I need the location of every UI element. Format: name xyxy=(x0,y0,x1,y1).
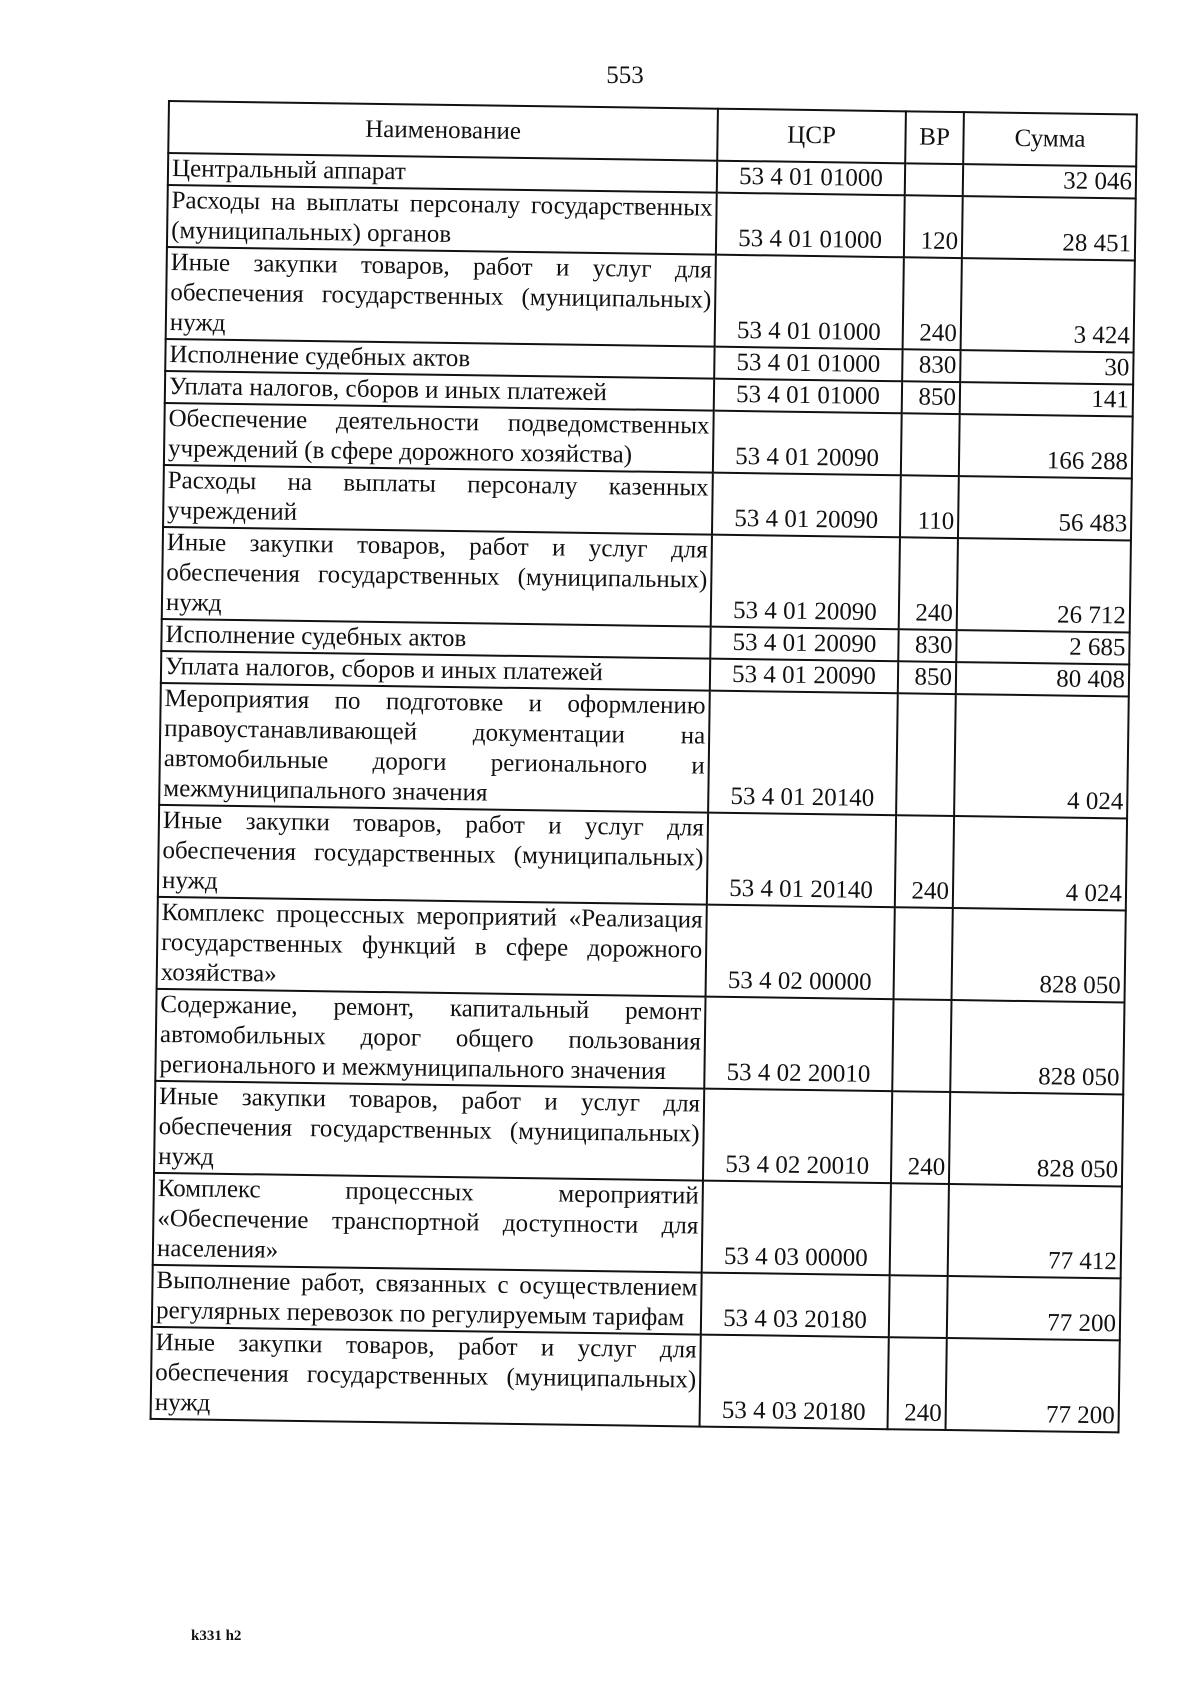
row-csr-cell: 53 4 02 20010 xyxy=(704,997,893,1092)
row-csr-cell: 53 4 03 20180 xyxy=(700,1335,889,1430)
row-sum-cell: 56 483 xyxy=(958,476,1132,540)
row-csr-cell: 53 4 01 01000 xyxy=(717,161,905,196)
row-sum-cell: 4 024 xyxy=(953,816,1127,910)
row-vr-cell xyxy=(905,163,963,196)
row-vr-cell xyxy=(901,413,960,476)
row-sum-cell: 77 200 xyxy=(946,1338,1120,1432)
row-name-cell: Исполнение судебных актов xyxy=(165,339,714,379)
row-csr-cell: 53 4 01 20090 xyxy=(713,411,902,476)
table-row xyxy=(166,247,1135,353)
row-name-cell: Расходы на выплаты персоналу государственных (муниципальных) органов xyxy=(167,185,717,255)
row-csr-cell: 53 4 01 01000 xyxy=(714,347,902,382)
row-sum-cell: 3 424 xyxy=(961,258,1135,352)
row-sum-cell: 828 050 xyxy=(952,908,1126,1002)
row-vr-cell xyxy=(889,1275,948,1338)
row-name-cell: Обеспечение деятельности подведомственных учреждений (в сфере дорожного хозяйства) xyxy=(164,403,714,473)
table-row xyxy=(154,1081,1123,1187)
row-csr-cell: 53 4 01 20140 xyxy=(708,691,898,816)
row-csr-cell: 53 4 01 20090 xyxy=(710,627,898,662)
row-vr-cell: 850 xyxy=(898,661,956,694)
row-sum-cell: 28 451 xyxy=(962,196,1136,260)
row-csr-cell: 53 4 01 20090 xyxy=(711,535,900,630)
row-csr-cell: 53 4 03 20180 xyxy=(701,1273,890,1338)
row-sum-cell: 77 200 xyxy=(947,1276,1121,1340)
row-csr-cell: 53 4 01 20140 xyxy=(707,813,896,908)
header-sum: Сумма xyxy=(963,112,1137,166)
table-row xyxy=(151,1327,1120,1433)
row-vr-cell xyxy=(892,999,951,1092)
row-name-cell: Иные закупки товаров, работ и услуг для обеспечения государственных (муниципальных) нужд xyxy=(162,527,712,627)
row-name-cell: Расходы на выплаты персоналу казенных учреждений xyxy=(163,465,713,535)
row-vr-cell: 240 xyxy=(895,815,954,908)
row-name-cell: Комплекс процессных мероприятий «Обеспечение транспортной доступности для населения» xyxy=(153,1173,703,1273)
row-vr-cell: 830 xyxy=(902,349,960,382)
row-name-cell: Уплата налогов, сборов и иных платежей xyxy=(161,651,710,691)
row-csr-cell: 53 4 02 20010 xyxy=(703,1089,892,1184)
row-sum-cell: 26 712 xyxy=(957,538,1131,632)
table-row xyxy=(159,683,1129,819)
row-vr-cell: 110 xyxy=(900,475,959,538)
row-sum-cell: 77 412 xyxy=(948,1184,1122,1278)
row-name-cell: Иные закупки товаров, работ и услуг для обеспечения государственных (муниципальных) нужд xyxy=(166,247,716,347)
table-row xyxy=(162,527,1131,633)
row-sum-cell: 2 685 xyxy=(956,630,1129,664)
table-row xyxy=(155,989,1124,1095)
budget-table xyxy=(150,100,1138,1433)
header-name: Наименование xyxy=(168,101,718,161)
row-sum-cell: 166 288 xyxy=(959,414,1133,478)
row-csr-cell: 53 4 01 01000 xyxy=(714,379,902,414)
row-name-cell: Комплекс процессных мероприятий «Реализация государственных функций в сфере дорожного хозяйства» xyxy=(157,897,707,997)
row-vr-cell: 240 xyxy=(888,1337,947,1430)
row-sum-cell: 828 050 xyxy=(949,1092,1123,1186)
row-name-cell: Содержание, ремонт, капитальный ремонт автомобильных дорог общего пользования регионального и межмуниципального значения xyxy=(155,989,705,1089)
row-sum-cell: 141 xyxy=(960,382,1133,416)
row-vr-cell: 240 xyxy=(903,257,962,350)
row-name-cell: Исполнение судебных актов xyxy=(161,619,710,659)
row-name-cell: Иные закупки товаров, работ и услуг для обеспечения государственных (муниципальных) нужд xyxy=(154,1081,704,1181)
table-row xyxy=(157,897,1126,1003)
row-vr-cell: 850 xyxy=(902,381,960,414)
table-row xyxy=(153,1173,1122,1279)
row-vr-cell: 240 xyxy=(891,1091,950,1184)
row-csr-cell: 53 4 01 01000 xyxy=(716,193,905,258)
row-name-cell: Центральный аппарат xyxy=(168,153,717,193)
footer-code: k331 h2 xyxy=(191,1628,242,1644)
page-number: 553 xyxy=(606,62,644,89)
row-sum-cell: 30 xyxy=(960,350,1133,384)
table-body xyxy=(151,153,1137,1432)
row-sum-cell: 32 046 xyxy=(963,164,1136,198)
row-csr-cell: 53 4 01 20090 xyxy=(712,473,901,538)
row-vr-cell xyxy=(896,693,956,816)
row-vr-cell xyxy=(890,1183,949,1276)
row-csr-cell: 53 4 03 00000 xyxy=(702,1181,891,1276)
header-csr: ЦСР xyxy=(717,109,906,164)
row-vr-cell xyxy=(894,907,953,1000)
budget-table-container xyxy=(150,100,1136,1433)
row-vr-cell: 120 xyxy=(904,195,963,258)
header-vr: ВР xyxy=(905,111,964,164)
row-sum-cell: 80 408 xyxy=(956,662,1129,696)
row-name-cell: Уплата налогов, сборов и иных платежей xyxy=(165,371,714,411)
row-name-cell: Иные закупки товаров, работ и услуг для обеспечения государственных (муниципальных) нужд xyxy=(158,805,708,905)
row-name-cell: Иные закупки товаров, работ и услуг для обеспечения государственных (муниципальных) нужд xyxy=(151,1327,701,1427)
row-csr-cell: 53 4 02 00000 xyxy=(706,905,895,1000)
row-vr-cell: 240 xyxy=(899,537,958,630)
table-row xyxy=(158,805,1127,911)
row-sum-cell: 828 050 xyxy=(950,1000,1124,1094)
row-csr-cell: 53 4 01 20090 xyxy=(710,659,898,694)
row-name-cell: Выполнение работ, связанных с осуществлением регулярных перевозок по регулируемым тарифам xyxy=(152,1265,702,1335)
row-csr-cell: 53 4 01 01000 xyxy=(715,255,904,350)
row-name-cell: Мероприятия по подготовке и оформлению правоустанавливающей документации на автомобильные дороги регионального и межмуниципального значения xyxy=(159,683,710,813)
row-vr-cell: 830 xyxy=(898,629,956,662)
row-sum-cell: 4 024 xyxy=(954,694,1129,818)
